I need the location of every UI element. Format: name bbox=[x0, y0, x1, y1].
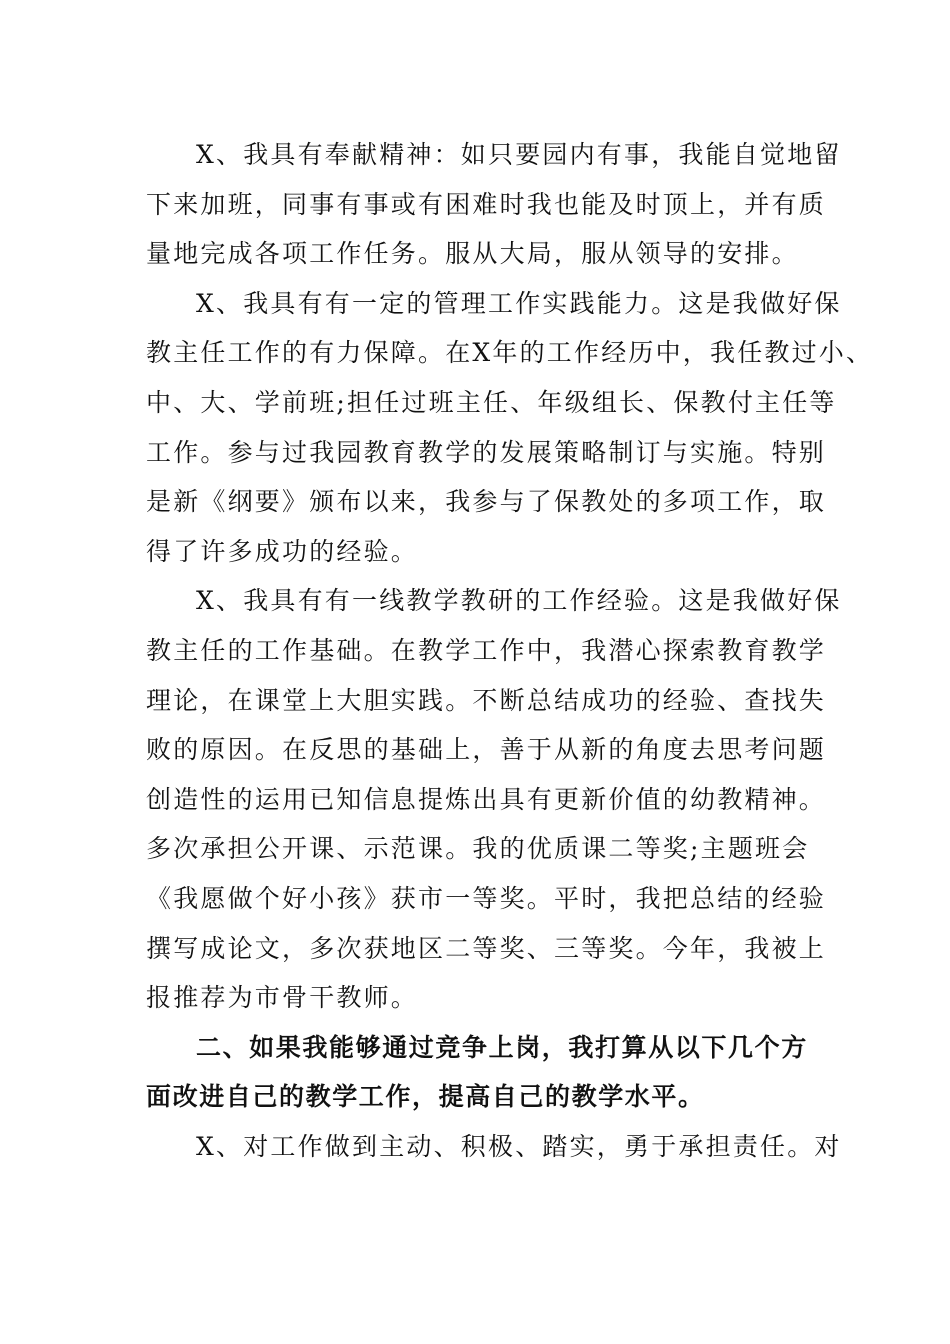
paragraph-1-line-2: 下来加班，同事有事或有困难时我也能及时顶上，并有质 bbox=[146, 189, 827, 219]
paragraph-1-line-1: X、我具有奉献精神：如只要园内有事，我能自觉地留 bbox=[196, 140, 842, 169]
paragraph-3-line-4: 败的原因。在反思的基础上，善于从新的角度去思考问题 bbox=[146, 735, 827, 765]
paragraph-3-line-3: 理论，在课堂上大胆实践。不断总结成功的经验、查找失 bbox=[146, 685, 827, 715]
paragraph-2-line-1: X、我具有有一定的管理工作实践能力。这是我做好保 bbox=[196, 288, 842, 318]
paragraph-1-line-3: 量地完成各项工作任务。服从大局，服从领导的安排。 bbox=[146, 239, 799, 269]
paragraph-2-line-2: 教主任工作的有力保障。在X年的工作经历中，我任教过小、 bbox=[146, 338, 874, 368]
paragraph-3-line-7: 《我愿做个好小孩》获市一等奖。平时，我把总结的经验 bbox=[146, 883, 827, 913]
paragraph-3-line-1: X、我具有有一线教学教研的工作经验。这是我做好保 bbox=[196, 586, 842, 616]
paragraph-2-line-4: 工作。参与过我园教育教学的发展策略制订与实施。特别 bbox=[146, 437, 827, 467]
paragraph-3-line-5: 创造性的运用已知信息提炼出具有更新价值的幼教精神。 bbox=[146, 784, 827, 814]
paragraph-2-line-6: 得了许多成功的经验。 bbox=[146, 536, 419, 566]
section-heading-line-2: 面改进自己的教学工作，提高自己的教学水平。 bbox=[146, 1082, 705, 1112]
paragraph-3-line-6: 多次承担公开课、示范课。我的优质课二等奖;主题班会 bbox=[146, 834, 810, 864]
section-heading-line-1: 二、如果我能够通过竞争上岗，我打算从以下几个方 bbox=[196, 1032, 808, 1062]
paragraph-3-line-2: 教主任的工作基础。在教学工作中，我潜心探索教育教学 bbox=[146, 635, 827, 665]
paragraph-2-line-5: 是新《纲要》颁布以来，我参与了保教处的多项工作，取 bbox=[146, 487, 827, 517]
paragraph-4-line-1: X、对工作做到主动、积极、踏实，勇于承担责任。对 bbox=[196, 1131, 842, 1161]
paragraph-3-line-8: 撰写成论文，多次获地区二等奖、三等奖。今年，我被上 bbox=[146, 933, 827, 963]
document-body bbox=[146, 130, 874, 1171]
paragraph-3-line-9: 报推荐为市骨干教师。 bbox=[146, 983, 419, 1013]
paragraph-2-line-3: 中、大、学前班;担任过班主任、年级组长、保教付主任等 bbox=[146, 387, 837, 417]
